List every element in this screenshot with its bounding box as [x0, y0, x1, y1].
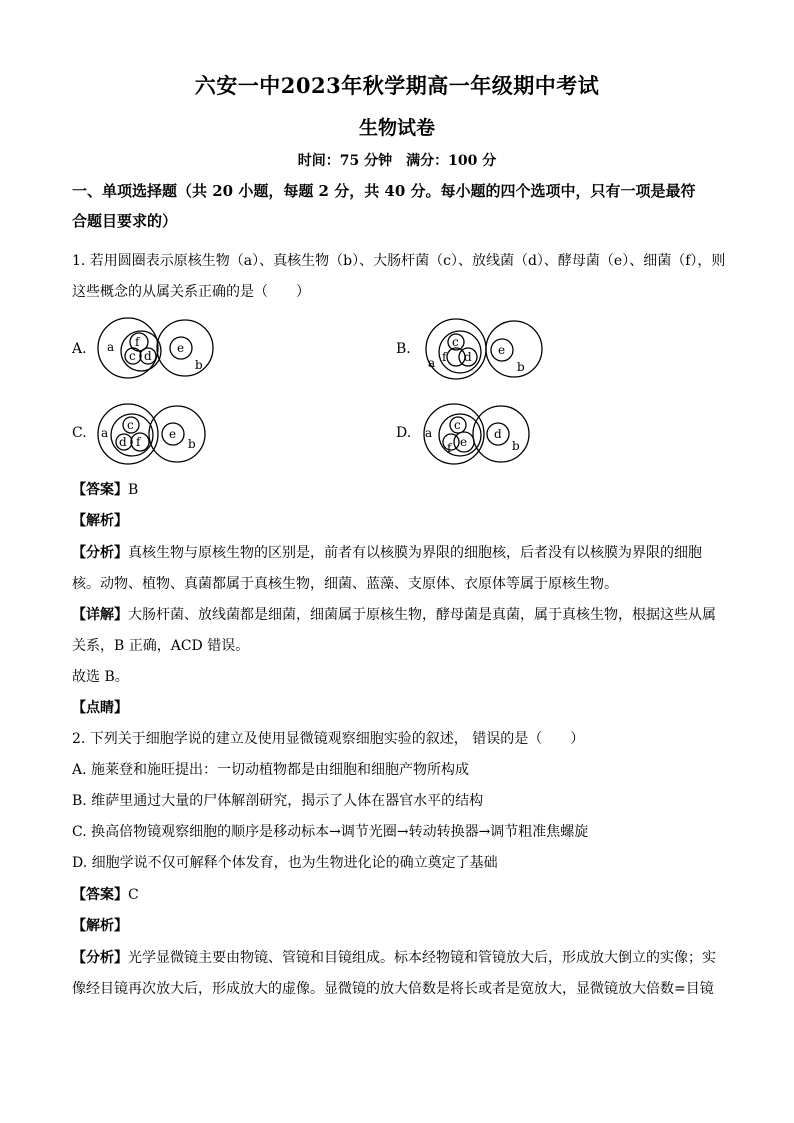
- q1-a-label-inner-left: c: [129, 349, 136, 363]
- q1-fenxi-text1: 真核生物与原核生物的区别是，前者有以核膜为界限的细胞核，后者没有以核膜为界限的细胞: [128, 545, 702, 561]
- exam-title: 六安一中2023年秋学期高一年级期中考试: [194, 73, 600, 98]
- exam-subtitle: 生物试卷: [358, 117, 435, 139]
- q1-d-label-inner-top: c: [454, 418, 461, 432]
- q2-stem: 2. 下列关于细胞学说的建立及使用显微镜观察细胞实验的叙述， 错误的是（ ）: [72, 731, 585, 747]
- q2-option-d: D. 细胞学说不仅可解释个体发育，也为生物进化论的确立奠定了基础: [72, 855, 498, 871]
- q1-b-label-outer: a: [428, 356, 436, 370]
- q1-c-label-inner-right: f: [136, 435, 141, 449]
- q1-c-label-right-inner: e: [169, 427, 177, 441]
- q1-detail-tag: 【详解】: [72, 607, 128, 623]
- q1-b-label-inner-right: d: [464, 350, 472, 364]
- q1-answer: [72, 480, 722, 500]
- q1-stem-line1: 1. 若用圆圈表示原核生物（a）、真核生物（b）、大肠杆菌（c）、放线菌（d）、酵母菌（e）、细菌（f），则: [72, 253, 726, 269]
- q1-d-label-right-outer: b: [512, 439, 520, 453]
- q1-c-label-inner-left: d: [119, 435, 127, 449]
- q1-option-d-diagram: [420, 400, 550, 470]
- q1-fenxi-line1: [72, 543, 722, 563]
- q1-option-c-diagram: [95, 400, 225, 470]
- section-heading-line1: 一、单项选择题（共 20 小题，每题 2 分，共 40 分。每小题的四个选项中，只有一项是最符: [72, 182, 696, 200]
- q1-a-label-inner-right: d: [144, 349, 152, 363]
- q2-fenxi-line1: [72, 948, 722, 968]
- q1-a-label-outer: a: [107, 340, 115, 354]
- q1-fenxi-tag: 【分析】: [72, 545, 128, 561]
- q1-detail-line1: [72, 605, 722, 625]
- q1-fenxi-line2: 核。动物、植物、真菌都属于真核生物，细菌、蓝藻、支原体、衣原体等属于原核生物。: [72, 576, 618, 592]
- q1-detail-line2: 关系，B 正确，ACD 错误。: [72, 638, 250, 654]
- q1-option-b-diagram: [420, 315, 550, 385]
- q2-answer-tag: 【答案】: [72, 887, 128, 903]
- q1-choose: 故选 B。: [72, 669, 129, 685]
- q1-d-label-outer: a: [425, 426, 433, 440]
- q1-answer-value: B: [128, 482, 139, 498]
- q1-d-label-inner-left: f: [447, 441, 452, 455]
- q1-option-c-label: C.: [72, 425, 87, 441]
- q2-answer: [72, 885, 722, 905]
- q1-d-label-right-inner: d: [494, 427, 502, 441]
- q2-option-b: B. 维萨里通过大量的尸体解剖研究，揭示了人体在器官水平的结构: [72, 793, 484, 809]
- q1-option-a-diagram: [95, 315, 225, 385]
- q1-analysis-tag: 【解析】: [72, 513, 128, 529]
- q1-a-label-inner-top: f: [135, 335, 140, 349]
- q2-fenxi-tag: 【分析】: [72, 950, 128, 966]
- q1-c-label-inner-top: c: [127, 418, 134, 432]
- q1-b-label-inner-top: c: [452, 335, 459, 349]
- q1-d-label-inner-right: e: [460, 435, 468, 449]
- q2-option-c: C. 换高倍物镜观察细胞的顺序是移动标本→调节光圈→转动转换器→调节粗准焦螺旋: [72, 824, 589, 840]
- q1-answer-tag: 【答案】: [72, 482, 128, 498]
- q2-analysis-tag: 【解析】: [72, 918, 128, 934]
- section-heading-line2: 合题目要求的）: [72, 212, 178, 230]
- q1-option-a-label: A.: [72, 341, 87, 357]
- q1-b-label-inner-left: f: [442, 350, 447, 364]
- q2-answer-value: C: [128, 887, 139, 903]
- q1-c-label-right-outer: b: [188, 437, 196, 451]
- q1-b-label-right-inner: e: [498, 343, 506, 357]
- q1-option-d-label: D.: [396, 425, 412, 441]
- exam-meta: 时间：75 分钟 满分：100 分: [297, 153, 497, 169]
- q2-fenxi-text1: 光学显微镜主要由物镜、管镜和目镜组成。标本经物镜和管镜放大后，形成放大倒立的实像；实: [128, 950, 716, 966]
- q2-fenxi-line2: 像经目镜再次放大后，形成放大的虚像。显微镜的放大倍数是将长或者是宽放大，显微镜放大倍数=目镜: [72, 981, 714, 997]
- q1-option-b-label: B.: [396, 341, 411, 357]
- q1-b-label-right-outer: b: [517, 360, 525, 374]
- q1-detail-text1: 大肠杆菌、放线菌都是细菌，细菌属于原核生物，酵母菌是真菌，属于真核生物，根据这些从属: [128, 607, 716, 623]
- q1-a-label-right-outer: b: [195, 358, 203, 372]
- q1-a-label-right-inner: e: [177, 341, 185, 355]
- q1-dianjing-tag: 【点睛】: [72, 700, 128, 716]
- q2-option-a: A. 施莱登和施旺提出：一切动植物都是由细胞和细胞产物所构成: [72, 762, 470, 778]
- q1-c-label-outer: a: [101, 426, 109, 440]
- q1-stem-line2: 这些概念的从属关系正确的是（ ）: [72, 284, 310, 300]
